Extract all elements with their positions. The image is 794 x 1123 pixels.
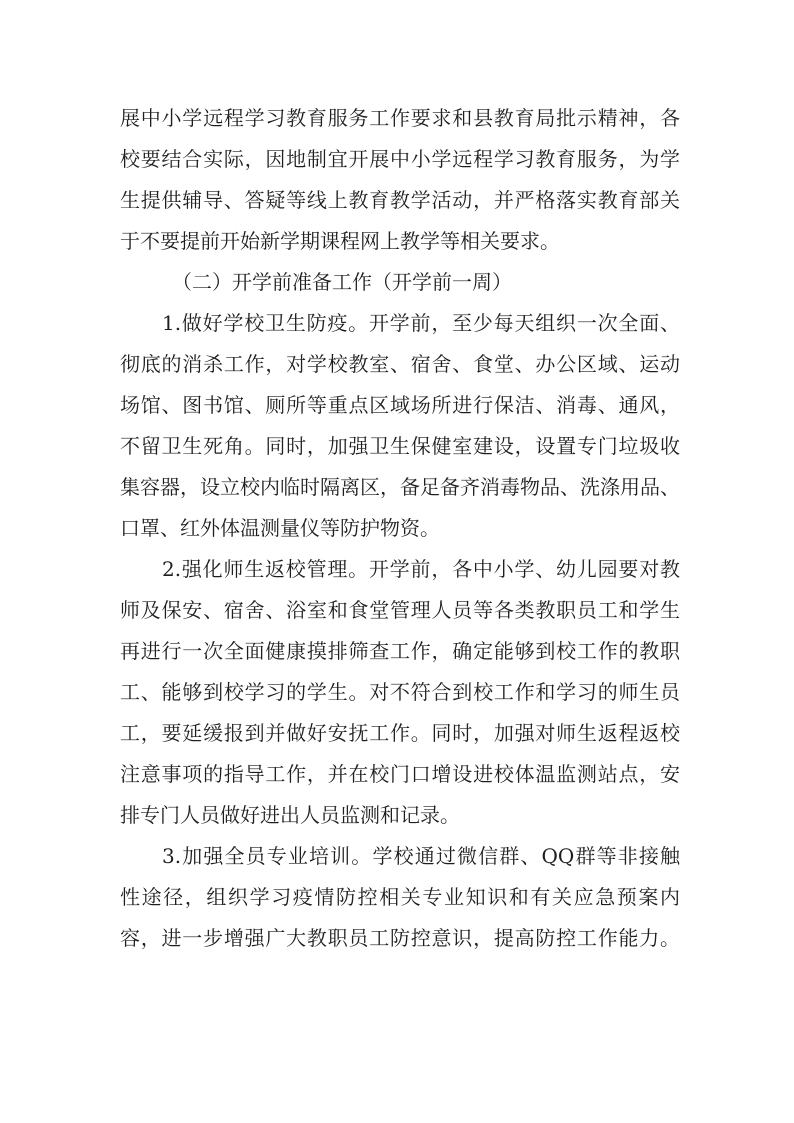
text-line: 性途径，组织学习疫情防控相关专业知识和有关应急预案内 — [120, 885, 680, 909]
text-line: 彻底的消杀工作，对学校教室、宿舍、食堂、办公区域、运动 — [120, 352, 680, 376]
text-line: 工，要延缓报到并做好安抚工作。同时，加强对师生返程返校 — [120, 721, 680, 745]
text-line: 注意事项的指导工作，并在校门口增设进校体温监测站点，安 — [120, 762, 680, 786]
text-line: 集容器，设立校内临时隔离区，备足备齐消毒物品、洗涤用品、 — [120, 475, 680, 499]
text-line: 展中小学远程学习教育服务工作要求和县教育局批示精神，各 — [120, 106, 680, 130]
document-body — [120, 98, 680, 959]
text-line: 不留卫生死角。同时，加强卫生保健室建设，设置专门垃圾收 — [120, 434, 680, 458]
text-line: 场馆、图书馆、厕所等重点区域场所进行保洁、消毒、通风， — [120, 393, 680, 417]
text-line: 校要结合实际，因地制宜开展中小学远程学习教育服务，为学 — [120, 147, 680, 171]
text-line: 容，进一步增强广大教职员工防控意识，提高防控工作能力。 — [120, 926, 680, 950]
text-line: 师及保安、宿舍、浴室和食堂管理人员等各类教职员工和学生 — [120, 598, 680, 622]
section-heading: （二）开学前准备工作（开学前一周） — [172, 270, 512, 294]
text-line: 口罩、红外体温测量仪等防护物资。 — [120, 516, 440, 540]
paragraph-first-line: 1.做好学校卫生防疫。开学前，至少每天组织一次全面、 — [162, 311, 680, 335]
text-line: 生提供辅导、答疑等线上教育教学活动，并严格落实教育部关 — [120, 188, 680, 212]
text-line: 工、能够到校学习的学生。对不符合到校工作和学习的师生员 — [120, 680, 680, 704]
text-line: 再进行一次全面健康摸排筛查工作，确定能够到校工作的教职 — [120, 639, 680, 663]
text-line: 于不要提前开始新学期课程网上教学等相关要求。 — [120, 229, 560, 253]
text-line: 排专门人员做好进出人员监测和记录。 — [120, 803, 460, 827]
paragraph-first-line: 2.强化师生返校管理。开学前，各中小学、幼儿园要对教 — [162, 557, 680, 581]
paragraph-first-line: 3.加强全员专业培训。学校通过微信群、QQ群等非接触 — [162, 844, 680, 868]
